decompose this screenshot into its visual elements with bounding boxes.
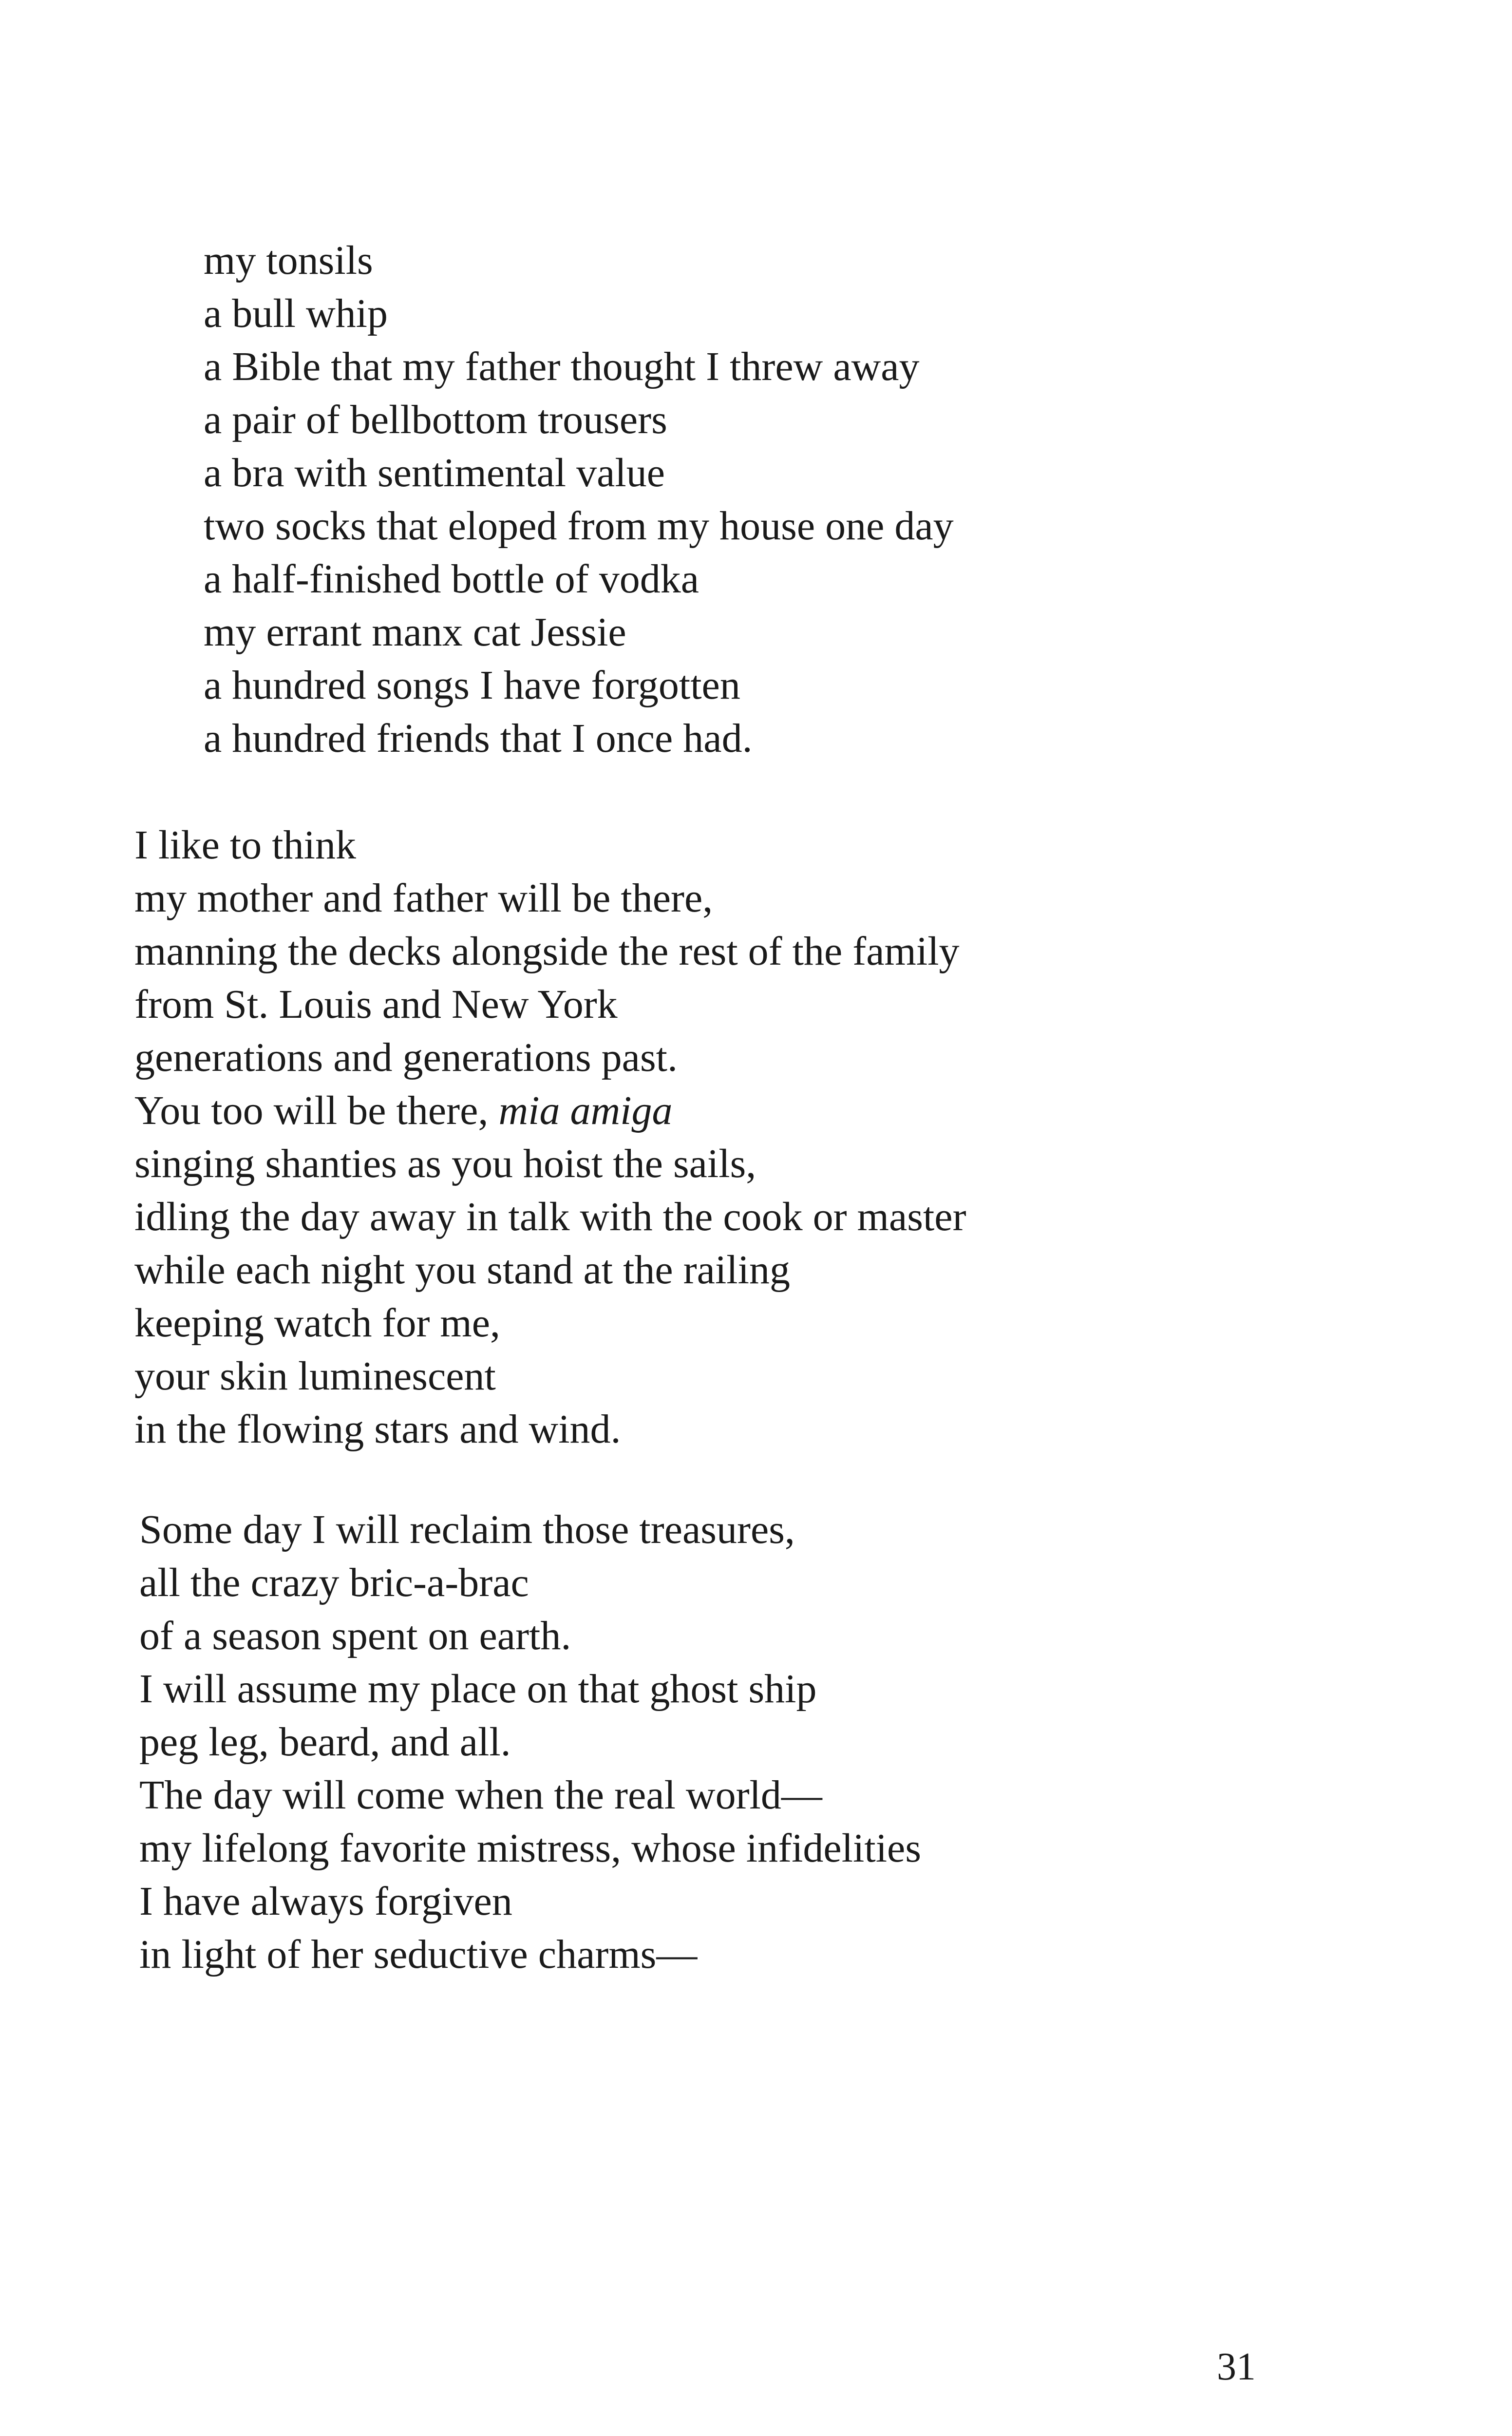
poem-line: my errant manx cat Jessie <box>204 609 626 655</box>
poem-line-text: You too will be there, <box>134 1088 489 1133</box>
page-number: 31 <box>1217 2345 1256 2388</box>
stanza-2 <box>134 818 966 1456</box>
poem-line: my mother and father will be there, <box>134 875 713 921</box>
poem-line: a pair of bellbottom trousers <box>204 397 667 442</box>
poem-line: singing shanties as you hoist the sails, <box>134 1141 756 1186</box>
poem-line-with-italic <box>134 1084 966 1137</box>
poem-line: from St. Louis and New York <box>134 982 618 1027</box>
poem-line: The day will come when the real world— <box>139 1772 822 1818</box>
poem-line: I have always forgiven <box>139 1879 512 1924</box>
poem-line: of a season spent on earth. <box>139 1613 571 1658</box>
poem-line: a bra with sentimental value <box>204 450 665 495</box>
poem-line: all the crazy bric-a-brac <box>139 1560 529 1605</box>
poem-line: manning the decks alongside the rest of the family <box>134 929 960 974</box>
poem-line: in light of her seductive charms— <box>139 1932 698 1977</box>
poem-line: while each night you stand at the railing <box>134 1247 790 1293</box>
poem-line: idling the day away in talk with the cook or master <box>134 1194 966 1239</box>
poem-line: generations and generations past. <box>134 1035 678 1080</box>
poem-line: I like to think <box>134 822 356 868</box>
poem-line: keeping watch for me, <box>134 1300 501 1346</box>
poem-line: two socks that eloped from my house one day <box>204 503 954 549</box>
italic-phrase: mia amiga <box>498 1088 673 1133</box>
stanza-1 <box>204 234 954 765</box>
poem-line: a hundred friends that I once had. <box>204 716 753 761</box>
poem-line: my lifelong favorite mistress, whose infidelities <box>139 1826 922 1871</box>
poem-line: I will assume my place on that ghost ship <box>139 1666 817 1712</box>
poem-line: a hundred songs I have forgotten <box>204 663 740 708</box>
poem-line: a bull whip <box>204 291 388 336</box>
poem-line: peg leg, beard, and all. <box>139 1719 511 1765</box>
poem-line: your skin luminescent <box>134 1353 496 1399</box>
poem-line: my tonsils <box>204 238 373 283</box>
poem-line: a Bible that my father thought I threw away <box>204 344 920 389</box>
stanza-3 <box>139 1503 921 1981</box>
poem-line: in the flowing stars and wind. <box>134 1407 621 1452</box>
poem-line: a half-finished bottle of vodka <box>204 556 699 602</box>
poem-line: Some day I will reclaim those treasures, <box>139 1507 795 1552</box>
